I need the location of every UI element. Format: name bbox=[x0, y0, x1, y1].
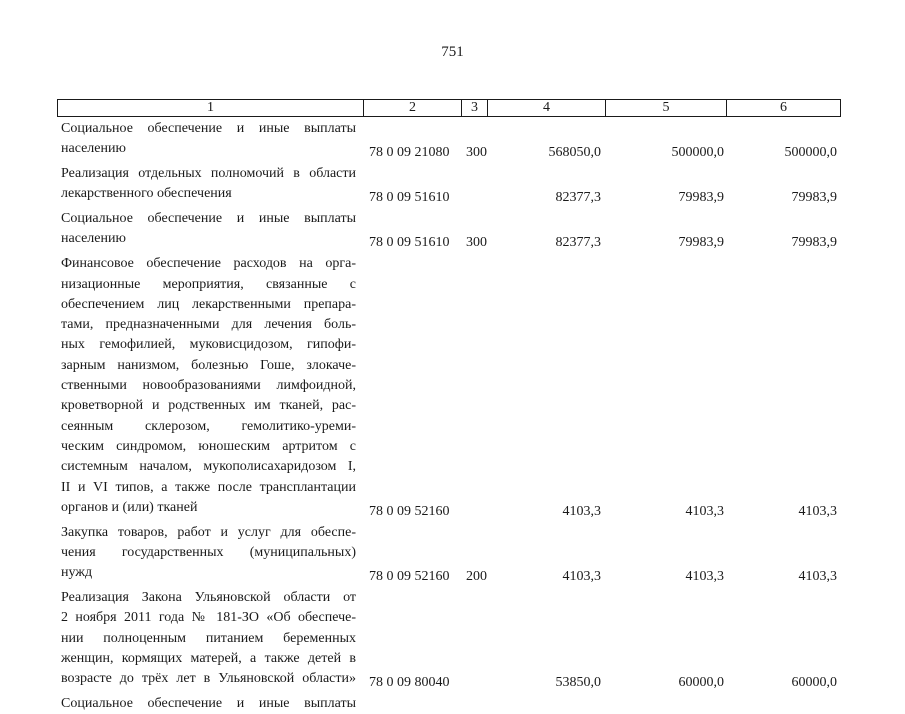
column-header-1: 1 bbox=[58, 100, 364, 116]
amount-col-4: 82377,3 bbox=[555, 235, 601, 251]
page-number: 751 bbox=[441, 44, 464, 60]
row-description bbox=[61, 694, 356, 714]
amount-col-5: 4103,3 bbox=[685, 503, 724, 519]
row-description bbox=[61, 164, 356, 205]
description-line: обеспечением лиц лекарственными препара- bbox=[61, 296, 356, 312]
budget-code: 78 0 09 52160 bbox=[369, 503, 450, 519]
description-line: возрасте до трёх лет в Ульяновской области» bbox=[61, 671, 356, 687]
description-line: низационные мероприятия, связанные с bbox=[61, 276, 356, 292]
amount-col-5: 79983,9 bbox=[678, 190, 724, 206]
description-line: 2 ноября 2011 года № 181-ЗО «Об обеспече- bbox=[61, 610, 356, 626]
row-description bbox=[61, 119, 356, 160]
description-line: кроветворной и родственных им тканей, рас- bbox=[61, 398, 356, 414]
budget-code: 78 0 09 51610 bbox=[369, 235, 450, 251]
description-line: нужд bbox=[61, 565, 93, 581]
amount-col-4: 53850,0 bbox=[555, 675, 601, 691]
description-line: лекарственного обеспечения bbox=[61, 186, 232, 202]
amount-col-4: 568050,0 bbox=[548, 145, 601, 161]
amount-col-6: 4103,3 bbox=[798, 503, 837, 519]
description-line: Социальное обеспечение и иные выплаты bbox=[61, 211, 356, 227]
description-line: ных гемофилией, муковисцидозом, гипофи- bbox=[61, 337, 356, 353]
description-line: населению bbox=[61, 141, 126, 157]
row-description bbox=[61, 588, 356, 689]
description-line: Финансовое обеспечение расходов на орга- bbox=[61, 256, 356, 272]
amount-col-5: 60000,0 bbox=[678, 675, 724, 691]
description-line: ственными новообразованиями лимфоидной, bbox=[61, 378, 356, 394]
amount-col-6: 60000,0 bbox=[791, 675, 837, 691]
amount-col-6: 500000,0 bbox=[784, 145, 837, 161]
table-header bbox=[57, 99, 841, 117]
expense-type: 200 bbox=[466, 569, 487, 585]
expense-type: 300 bbox=[466, 145, 487, 161]
description-line: чения государственных (муниципальных) bbox=[61, 544, 356, 560]
description-line: Реализация Закона Ульяновской области от bbox=[61, 590, 356, 606]
description-line: зарным нанизмом, болезнью Гоше, злокаче- bbox=[61, 357, 356, 373]
row-description bbox=[61, 523, 356, 584]
amount-col-4: 82377,3 bbox=[555, 190, 601, 206]
expense-type: 300 bbox=[466, 235, 487, 251]
description-line: II и VI типов, а также после трансплантации bbox=[61, 479, 356, 495]
budget-code: 78 0 09 51610 bbox=[369, 190, 450, 206]
budget-code: 78 0 09 52160 bbox=[369, 569, 450, 585]
description-line: Социальное обеспечение и иные выплаты bbox=[61, 121, 356, 136]
description-line: Закупка товаров, работ и услуг для обеспе- bbox=[61, 524, 356, 540]
description-line: Социальное обеспечение и иные выплаты bbox=[61, 696, 356, 712]
amount-col-5: 500000,0 bbox=[671, 145, 724, 161]
description-line: нии полноценным питанием беременных bbox=[61, 630, 356, 646]
row-description bbox=[61, 209, 356, 250]
amount-col-5: 4103,3 bbox=[685, 569, 724, 585]
amount-col-4: 4103,3 bbox=[562, 503, 601, 519]
budget-code: 78 0 09 21080 bbox=[369, 145, 450, 161]
description-line: населению bbox=[61, 231, 126, 247]
amount-col-6: 79983,9 bbox=[791, 235, 837, 251]
row-description bbox=[61, 254, 356, 518]
amount-col-4: 4103,3 bbox=[562, 569, 601, 585]
description-line: Реализация отдельных полномочий в области bbox=[61, 166, 356, 182]
description-line: сеянным склерозом, гемолитико-уреми- bbox=[61, 418, 356, 434]
column-header-4: 4 bbox=[488, 100, 606, 116]
column-header-3: 3 bbox=[462, 100, 488, 116]
amount-col-5: 79983,9 bbox=[678, 235, 724, 251]
budget-code: 78 0 09 80040 bbox=[369, 675, 450, 691]
amount-col-6: 4103,3 bbox=[798, 569, 837, 585]
description-line: тами, предназначенными для лечения боль- bbox=[61, 317, 356, 333]
description-line: женщин, кормящих матерей, а также детей в bbox=[61, 650, 356, 666]
amount-col-6: 79983,9 bbox=[791, 190, 837, 206]
description-line: ческим синдромом, юношеским артритом с bbox=[61, 438, 356, 454]
description-line: органов и (или) тканей bbox=[61, 499, 198, 515]
column-header-5: 5 bbox=[606, 100, 727, 116]
column-header-6: 6 bbox=[780, 100, 787, 115]
column-header-2: 2 bbox=[364, 100, 462, 116]
description-line: системным началом, мукополисахаридозом I, bbox=[61, 459, 356, 475]
